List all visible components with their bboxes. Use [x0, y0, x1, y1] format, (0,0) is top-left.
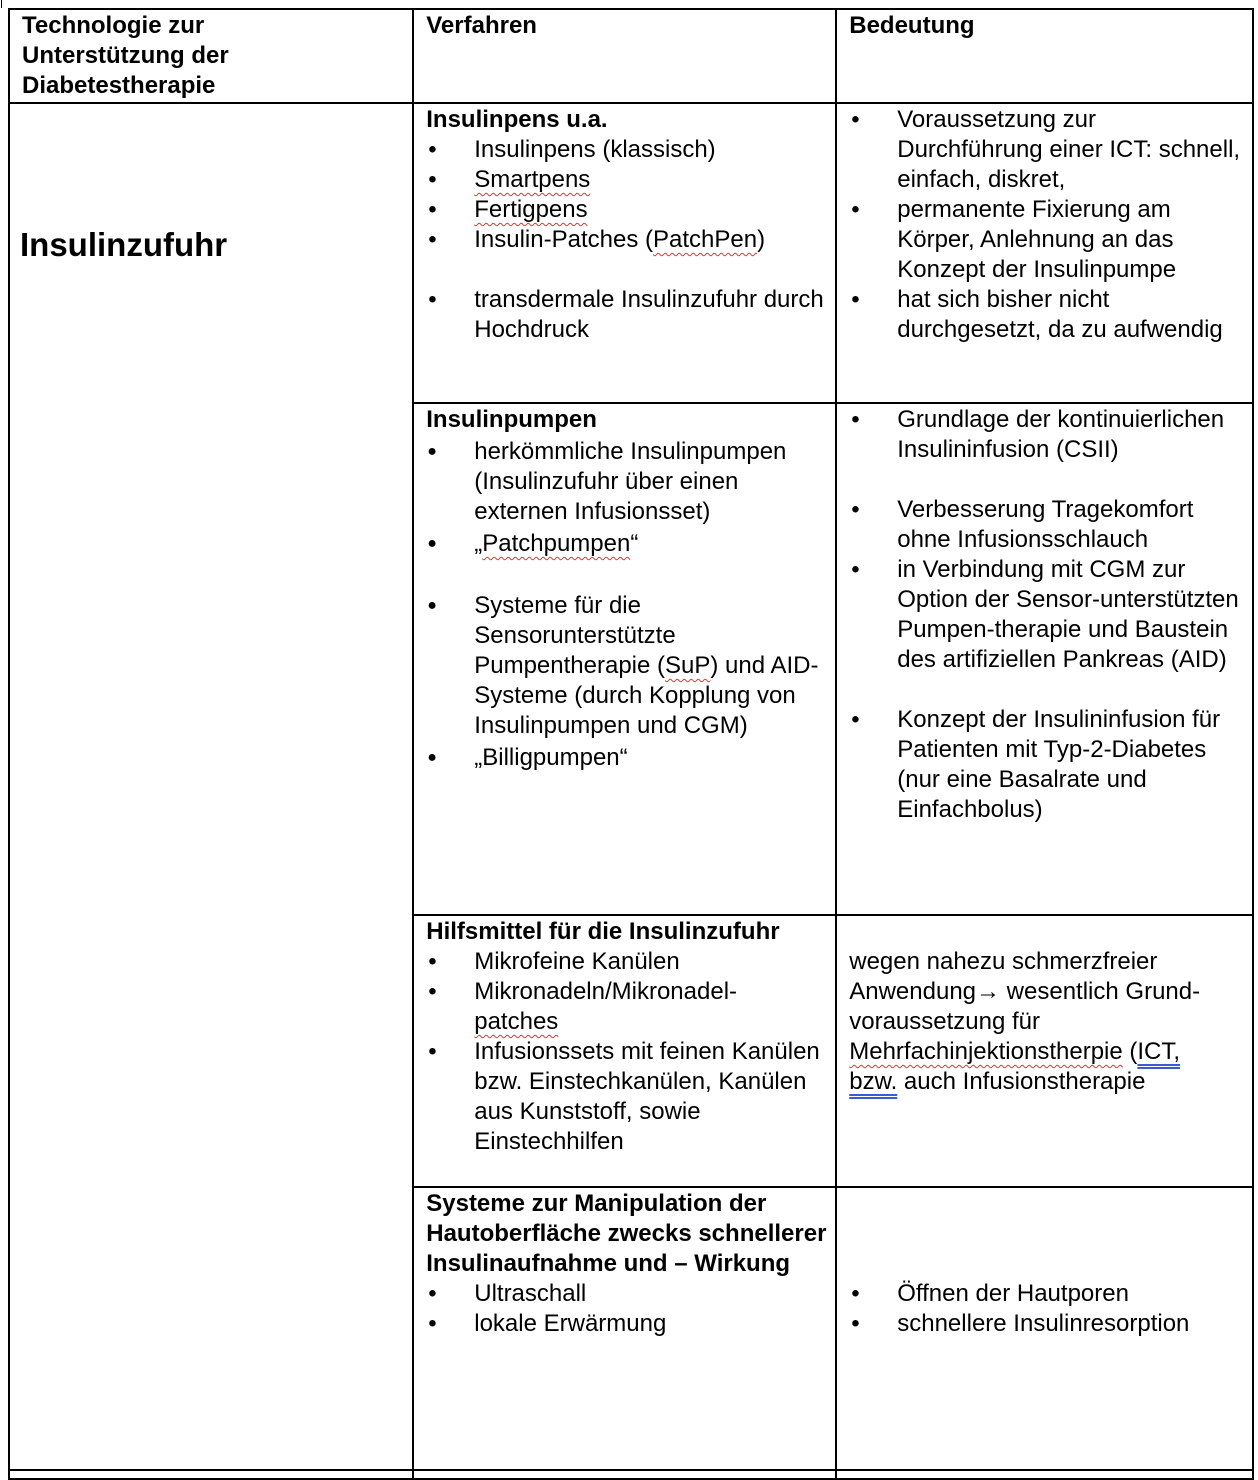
- list-item: • Mikronadeln/Mikronadel- patches: [426, 977, 827, 1037]
- meaning-cell: [836, 1187, 1253, 1470]
- list-item: ● Systeme für die Sensorunterstützte Pumpentherapie (SuP) und AID-Systeme (durch Kopplung von Insulinpumpen und CGM): [426, 591, 827, 741]
- section-title: Insulinpens u.a.: [426, 106, 608, 133]
- section-title: Hilfsmittel für die Insulinzufuhr: [426, 918, 780, 945]
- arrow-right-icon: →: [976, 978, 1001, 1005]
- list-item: • in Verbindung mit CGM zur Option der Sensor-unterstützten Pumpen-therapie und Baustein des artifiziellen Pankreas (AID): [849, 555, 1244, 675]
- table-header-row: [9, 9, 1253, 103]
- list-item: • Ultraschall: [426, 1279, 827, 1309]
- section-title: Systeme zur Manipulation der Hautoberfläche zwecks schnellerer Insulinaufnahme und – Wirkung: [426, 1190, 827, 1277]
- category-title: Insulinzufuhr: [20, 226, 228, 263]
- meaning-list: [849, 1279, 1244, 1339]
- margin-mark: [1, 0, 2, 8]
- header-meaning: Bedeutung: [836, 9, 1253, 103]
- table-row: [9, 103, 1253, 403]
- table-continuation-row: [9, 1470, 1253, 1479]
- list-item: • Insulinpens (klassisch): [426, 135, 827, 165]
- procedure-cell: [413, 103, 836, 403]
- meaning-list: [849, 405, 1244, 825]
- list-item: • schnellere Insulinresorption: [849, 1309, 1244, 1339]
- category-cell: [9, 103, 413, 1470]
- list-item: • Grundlage der kontinuierlichen Insulininfusion (CSII): [849, 405, 1244, 465]
- meaning-cell: [836, 915, 1253, 1187]
- list-item: ● „Patchpumpen“: [426, 529, 827, 559]
- therapy-technology-table: [8, 8, 1254, 1480]
- header-procedure: Verfahren: [413, 9, 836, 103]
- meaning-cell: [836, 103, 1253, 403]
- list-item: • Konzept der Insulininfusion für Patienten mit Typ-2-Diabetes (nur eine Basalrate und Einfachbolus): [849, 705, 1244, 825]
- list-item: • Verbesserung Tragekomfort ohne Infusionsschlauch: [849, 495, 1244, 555]
- procedure-list: [426, 135, 827, 345]
- procedure-list: [426, 437, 827, 773]
- procedure-cell: [413, 915, 836, 1187]
- procedure-cell: [413, 403, 836, 915]
- list-item: ● „Billigpumpen“: [426, 743, 827, 773]
- list-item: • transdermale Insulinzufuhr durch Hochdruck: [426, 285, 827, 345]
- list-item: ● herkömmliche Insulinpumpen (Insulinzufuhr über einen externen Infusionsset): [426, 437, 827, 527]
- list-item: • Infusionssets mit feinen Kanülen bzw. Einstechkanülen, Kanülen aus Kunststoff, sowie Einstechhilfen: [426, 1037, 827, 1157]
- list-item: • Voraussetzung zur Durchführung einer ICT: schnell, einfach, diskret,: [849, 105, 1244, 195]
- procedure-cell: [413, 1187, 836, 1470]
- header-technology: Technologie zur Unterstützung der Diabetestherapie: [9, 9, 413, 103]
- list-item: • Öffnen der Hautporen: [849, 1279, 1244, 1309]
- list-item: • Fertigpens: [426, 195, 827, 225]
- procedure-list: [426, 947, 827, 1157]
- list-item: • Smartpens: [426, 165, 827, 195]
- list-item: • hat sich bisher nicht durchgesetzt, da zu aufwendig: [849, 285, 1244, 345]
- list-item: • Insulin-Patches (PatchPen): [426, 225, 827, 255]
- section-title: Insulinpumpen: [426, 406, 597, 433]
- meaning-cell: [836, 403, 1253, 915]
- list-item: • Mikrofeine Kanülen: [426, 947, 827, 977]
- list-item: • permanente Fixierung am Körper, Anlehnung an das Konzept der Insulinpumpe: [849, 195, 1244, 285]
- procedure-list: [426, 1279, 827, 1339]
- meaning-text: wegen nahezu schmerzfreier Anwendung→ wesentlich Grund- voraussetzung für Mehrfachinjektionstherpie (ICT, bzw. auch Infusionstherapie: [849, 948, 1201, 1095]
- meaning-list: [849, 105, 1244, 345]
- list-item: • lokale Erwärmung: [426, 1309, 827, 1339]
